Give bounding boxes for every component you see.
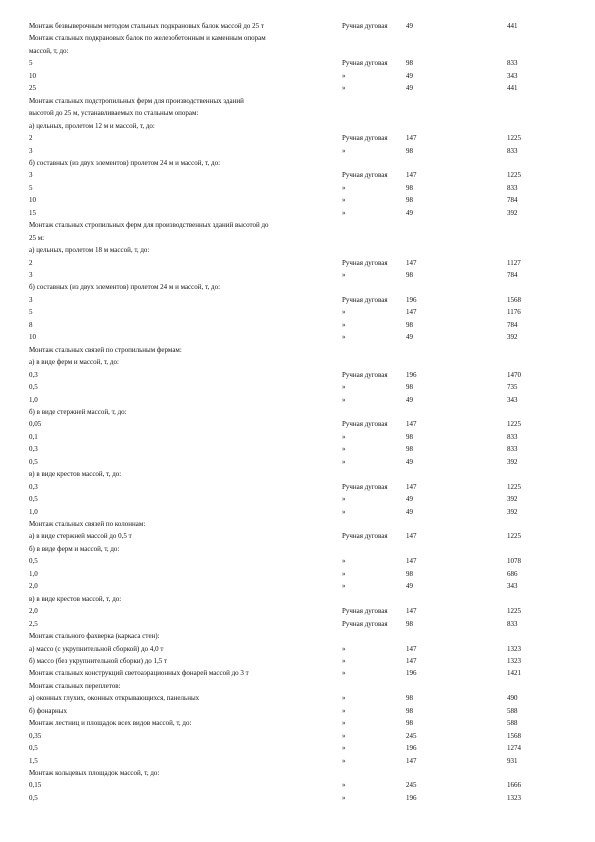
table-row [0,120,595,132]
row-value-a-cell: 98 [406,320,413,329]
row-name-cell: 1,5 [29,756,38,765]
row-method-cell: » [342,395,346,404]
row-value-b-cell: 833 [507,619,518,628]
row-method-cell: » [342,719,346,728]
row-name-cell: Монтаж стальных связей по колоннам: [29,520,146,528]
table-row [0,145,595,157]
row-method-cell: » [342,694,346,703]
table-row [0,194,595,206]
row-method-cell: » [342,84,346,93]
row-method-cell: Ручная дуговая [342,59,388,68]
row-value-b-cell: 833 [507,445,518,454]
row-value-b-cell: 1225 [507,171,521,180]
row-value-b-cell: 1225 [507,134,521,143]
row-method-cell: » [342,71,346,80]
row-value-a-cell: 49 [406,208,413,217]
row-method-cell: » [342,644,346,653]
table-row [0,169,595,181]
row-name-cell: а) оконных глухих, оконных открывающихся, панельных [29,694,200,703]
row-name-cell: 0,5 [29,557,38,566]
row-method-cell: » [342,706,346,715]
row-value-b-cell: 1323 [507,656,521,665]
table-row [0,530,595,542]
row-value-b-cell: 1323 [507,793,521,802]
row-value-b-cell: 833 [507,59,518,68]
row-name-cell: 10 [29,333,36,342]
table-row [0,593,595,605]
table-row [0,431,595,443]
row-value-b-cell: 784 [507,196,518,205]
row-method-cell: » [342,432,346,441]
row-value-a-cell: 196 [406,295,417,304]
table-row [0,70,595,82]
table-row [0,32,595,44]
table-row [0,692,595,704]
table-row [0,755,595,767]
row-name-cell: в) в виде крестов массой, т, до: [29,470,122,479]
row-name-cell: 1,0 [29,569,38,578]
table-row [0,605,595,617]
row-value-b-cell: 686 [507,569,518,578]
row-name-cell: Монтаж стальных переплетов: [29,681,121,690]
row-method-cell: » [342,756,346,765]
row-name-cell: б) в виде стержней массой, т, до: [29,407,127,416]
row-value-a-cell: 147 [406,644,417,653]
table-row [0,680,595,692]
row-value-a-cell: 147 [406,557,417,566]
row-value-a-cell: 49 [406,495,413,504]
row-value-b-cell: 784 [507,320,518,329]
row-method-cell: » [342,744,346,753]
table-row [0,394,595,406]
table-row [0,82,595,94]
table-row [0,157,595,169]
table-row [0,468,595,480]
row-name-cell: 0,35 [29,731,42,740]
row-value-a-cell: 49 [406,507,413,516]
table-row [0,20,595,32]
table-row [0,344,595,356]
table-row [0,207,595,219]
row-value-a-cell: 98 [406,706,413,715]
row-value-b-cell: 1421 [507,669,521,678]
table-row [0,406,595,418]
row-value-a-cell: 245 [406,731,417,740]
row-name-cell: 2 [29,134,33,143]
row-name-cell: Монтаж стального фахверка (каркаса стен): [29,632,160,641]
row-name-cell: 10 [29,71,36,80]
row-method-cell: » [342,582,346,591]
row-name-cell: 5 [29,308,33,317]
row-name-cell: 10 [29,196,36,205]
row-method-cell: Ручная дуговая [342,258,388,267]
row-value-b-cell: 833 [507,183,518,192]
row-value-a-cell: 147 [406,134,417,143]
table-row [0,356,595,368]
table-row [0,95,595,107]
row-value-a-cell: 196 [406,744,417,753]
row-name-cell: 25 [29,84,36,93]
row-name-cell: б) составных (из двух элементов) пролетом 24 м и массой, т, до: [29,158,221,167]
row-name-cell: 3 [29,295,33,304]
row-name-cell: 2 [29,258,33,267]
row-name-cell: массой, т, до: [29,46,69,55]
row-name-cell: 15 [29,208,36,217]
table-row [0,369,595,381]
row-value-b-cell: 735 [507,383,518,392]
row-value-b-cell: 1127 [507,258,521,267]
row-value-a-cell: 98 [406,619,413,628]
row-value-b-cell: 1176 [507,308,521,317]
row-name-cell: Монтаж стальных конструкций светоаэрационных фонарей массой до 3 т [29,669,249,678]
table-row [0,518,595,530]
row-value-a-cell: 147 [406,482,417,491]
row-value-b-cell: 441 [507,22,518,30]
table-row [0,294,595,306]
table-row [0,182,595,194]
row-value-a-cell: 196 [406,370,417,379]
table-row [0,481,595,493]
row-name-cell: 0,3 [29,370,38,379]
row-value-a-cell: 49 [406,84,413,93]
row-method-cell: Ручная дуговая [342,134,388,143]
row-name-cell: б) фонарных [29,706,67,715]
row-name-cell: 1,0 [29,395,38,404]
row-method-cell: » [342,333,346,342]
row-value-a-cell: 49 [406,457,413,466]
table-row [0,543,595,555]
row-value-a-cell: 147 [406,532,417,541]
row-value-a-cell: 98 [406,719,413,728]
row-value-a-cell: 49 [406,333,413,342]
row-value-a-cell: 147 [406,308,417,317]
row-name-cell: 0,3 [29,445,38,454]
row-method-cell: Ручная дуговая [342,482,388,491]
row-method-cell: » [342,320,346,329]
row-value-a-cell: 98 [406,59,413,68]
row-value-b-cell: 588 [507,719,518,728]
row-method-cell: » [342,308,346,317]
row-method-cell: Ручная дуговая [342,420,388,429]
row-method-cell: » [342,495,346,504]
row-value-b-cell: 490 [507,694,518,703]
row-value-b-cell: 1078 [507,557,521,566]
row-method-cell: » [342,569,346,578]
table-row [0,45,595,57]
row-value-a-cell: 147 [406,607,417,616]
row-value-b-cell: 784 [507,271,518,279]
row-value-a-cell: 147 [406,171,417,180]
row-value-b-cell: 1323 [507,644,521,653]
row-name-cell: высотой до 25 м, устанавливаемых по стальным опорам: [29,109,199,118]
table-row [0,107,595,119]
table-row [0,456,595,468]
row-name-cell: Монтаж стальных подстропильных ферм для производственных зданий [29,96,244,105]
row-method-cell: » [342,183,346,192]
row-value-b-cell: 1568 [507,295,521,304]
table-row [0,493,595,505]
table-row [0,667,595,679]
row-name-cell: 3 [29,146,33,155]
row-value-a-cell: 98 [406,196,413,205]
row-name-cell: 0,3 [29,482,38,491]
row-name-cell: Монтаж стальных связей по стропильным фермам: [29,345,182,354]
row-value-a-cell: 49 [406,582,413,591]
table-row [0,643,595,655]
row-name-cell: Монтаж стальных подкрановых балок по железобетонным и каменным опорам [29,34,266,43]
table-row [0,418,595,430]
row-method-cell: » [342,146,346,155]
row-value-b-cell: 588 [507,706,518,715]
row-value-b-cell: 1274 [507,744,521,753]
table-row [0,257,595,269]
table-row [0,331,595,343]
row-name-cell: 2,5 [29,619,38,628]
row-value-b-cell: 1225 [507,607,521,616]
row-name-cell: 8 [29,320,33,329]
row-name-cell: Монтаж кольцевых площадок массой, т, до: [29,769,160,777]
table-row [0,705,595,717]
row-value-b-cell: 1225 [507,420,521,429]
row-value-b-cell: 392 [507,495,518,504]
row-name-cell: 1,0 [29,507,38,516]
row-value-a-cell: 98 [406,146,413,155]
table-row [0,132,595,144]
row-value-b-cell: 392 [507,457,518,466]
row-value-a-cell: 147 [406,420,417,429]
row-method-cell: Ручная дуговая [342,171,388,180]
row-value-a-cell: 49 [406,395,413,404]
row-method-cell: » [342,507,346,516]
table-row [0,555,595,567]
row-value-b-cell: 343 [507,395,518,404]
table-row [0,730,595,742]
row-name-cell: 0,5 [29,744,38,753]
row-value-a-cell: 49 [406,22,413,30]
row-method-cell: » [342,557,346,566]
row-name-cell: 3 [29,271,33,279]
row-value-a-cell: 98 [406,271,413,279]
row-method-cell: » [342,457,346,466]
row-name-cell: 5 [29,183,33,192]
row-name-cell: 2,0 [29,607,38,616]
row-name-cell: а) цельных, пролетом 18 м массой, т, до: [29,246,150,255]
table-row [0,568,595,580]
row-method-cell: » [342,208,346,217]
row-value-b-cell: 1470 [507,370,521,379]
row-name-cell: Монтаж стальных стропильных ферм для производственных зданий высотой до [29,221,269,230]
row-value-b-cell: 1225 [507,532,521,541]
row-name-cell: 0,15 [29,781,42,790]
row-name-cell: б) массо (без укрупнительной сборки) до 1,5 т [29,656,168,665]
row-value-a-cell: 196 [406,793,417,802]
table-row [0,269,595,281]
row-name-cell: а) в виде ферм и массой, т, до: [29,358,119,367]
table-row [0,244,595,256]
row-value-b-cell: 833 [507,146,518,155]
row-value-b-cell: 392 [507,507,518,516]
row-name-cell: б) составных (из двух элементов) пролетом 24 м и массой, т, до: [29,283,221,292]
row-value-b-cell: 931 [507,756,518,765]
row-value-a-cell: 49 [406,71,413,80]
row-value-a-cell: 196 [406,669,417,678]
row-value-b-cell: 343 [507,582,518,591]
table-row [0,742,595,754]
row-method-cell: » [342,731,346,740]
row-value-b-cell: 1568 [507,731,521,740]
row-method-cell: » [342,656,346,665]
table-row [0,281,595,293]
row-value-b-cell: 392 [507,208,518,217]
row-name-cell: в) в виде крестов массой, т, до: [29,594,122,603]
table-row [0,655,595,667]
row-method-cell: » [342,271,346,279]
table-row [0,767,595,779]
row-value-b-cell: 1666 [507,781,521,790]
table-row [0,219,595,231]
table-row [0,232,595,244]
row-method-cell: Ручная дуговая [342,607,388,616]
row-method-cell: Ручная дуговая [342,22,388,30]
row-value-a-cell: 98 [406,694,413,703]
table-row [0,717,595,729]
table-row [0,381,595,393]
row-value-a-cell: 245 [406,781,417,790]
table-row [0,580,595,592]
row-method-cell: Ручная дуговая [342,532,388,541]
table-row [0,630,595,642]
row-value-a-cell: 98 [406,183,413,192]
row-method-cell: » [342,383,346,392]
row-value-a-cell: 98 [406,445,413,454]
row-name-cell: а) массо (с укрупнительной сборкой) до 4,0 т [29,644,164,653]
row-name-cell: Монтаж лестниц и площадок всех видов массой, т, до: [29,719,192,728]
table-row [0,618,595,630]
row-name-cell: б) в виде ферм и массой, т, до: [29,544,120,553]
row-name-cell: 0,05 [29,420,42,429]
table-row [0,443,595,455]
row-name-cell: 0,5 [29,383,38,392]
row-value-b-cell: 392 [507,333,518,342]
row-value-b-cell: 343 [507,71,518,80]
table-row [0,506,595,518]
row-method-cell: » [342,445,346,454]
row-method-cell: » [342,781,346,790]
row-value-a-cell: 147 [406,656,417,665]
row-value-a-cell: 98 [406,383,413,392]
table-row [0,306,595,318]
row-method-cell: Ручная дуговая [342,295,388,304]
row-method-cell: Ручная дуговая [342,619,388,628]
row-name-cell: 5 [29,59,33,68]
table-row [0,779,595,791]
row-name-cell: 2,0 [29,582,38,591]
row-name-cell: а) в виде стержней массой до 0,5 т [29,532,132,541]
row-method-cell: Ручная дуговая [342,370,388,379]
table-row [0,319,595,331]
row-value-b-cell: 833 [507,432,518,441]
row-value-a-cell: 98 [406,432,413,441]
row-name-cell: 0,5 [29,793,38,802]
table-row [0,57,595,69]
row-name-cell: 25 м: [29,233,45,242]
row-method-cell: » [342,669,346,678]
row-name-cell: Монтаж безвыверочным методом стальных подкрановых балок массой до 25 т [29,22,264,30]
row-value-a-cell: 98 [406,569,413,578]
row-name-cell: 0,5 [29,495,38,504]
row-value-a-cell: 147 [406,258,417,267]
row-method-cell: » [342,196,346,205]
row-name-cell: 0,1 [29,432,38,441]
row-name-cell: 3 [29,171,33,180]
table-row [0,792,595,804]
row-name-cell: 0,5 [29,457,38,466]
row-value-b-cell: 1225 [507,482,521,491]
row-method-cell: » [342,793,346,802]
row-value-b-cell: 441 [507,84,518,93]
row-value-a-cell: 147 [406,756,417,765]
row-name-cell: а) цельных, пролетом 12 м и массой, т, до: [29,121,155,130]
